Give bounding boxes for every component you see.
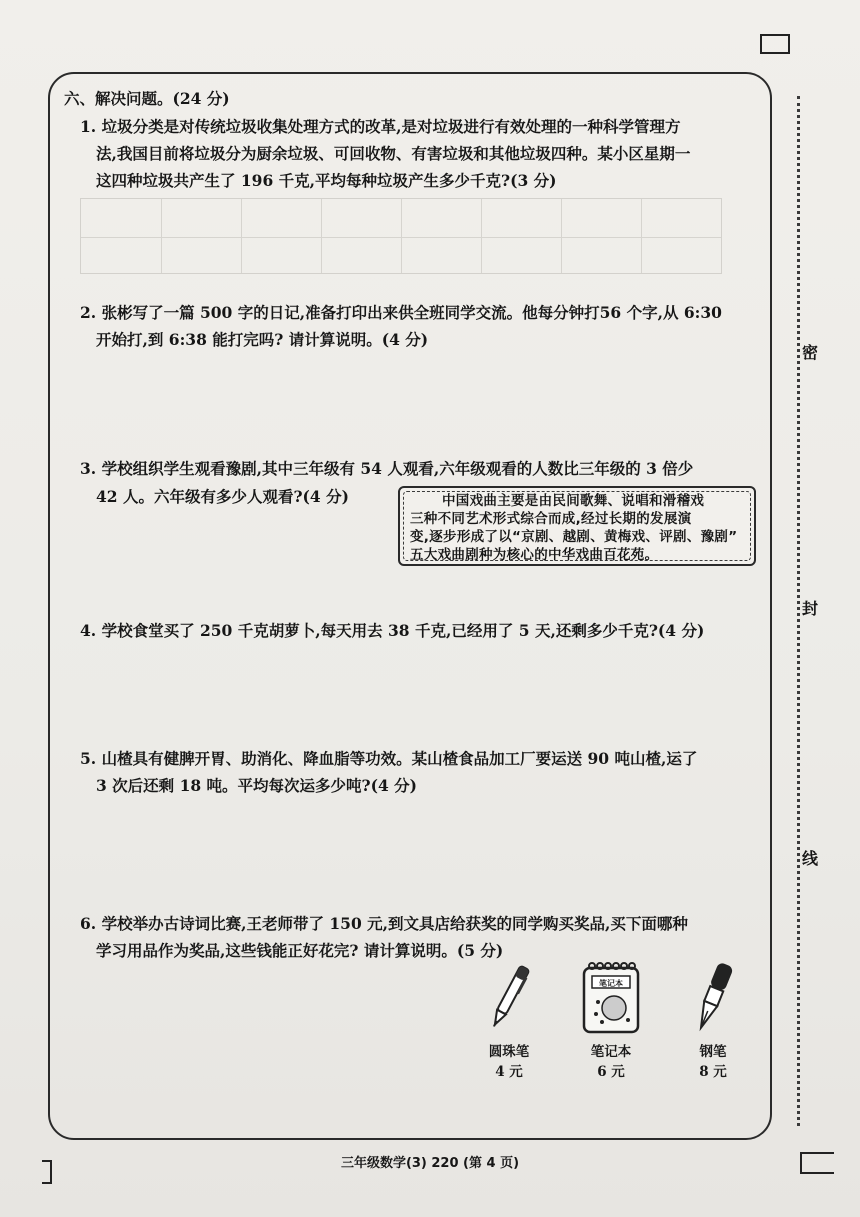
- item-name: 钢笔: [699, 1044, 727, 1060]
- q4-line-1: 4. 学校食堂买了 250 千克胡萝卜,每天用去 38 千克,已经用了 5 天,还剩多少千克?(4 分): [80, 621, 705, 640]
- binding-mark-feng: 封: [802, 599, 819, 618]
- section-title: 六、解决问题。(24 分): [64, 89, 230, 108]
- q1-line-3: 这四种垃圾共产生了 196 千克,平均每种垃圾产生多少千克?(3 分): [96, 171, 557, 190]
- ballpoint-pen-icon: [464, 962, 554, 1034]
- q5-line-2: 3 次后还剩 18 吨。平均每次运多少吨?(4 分): [96, 776, 417, 795]
- callout-line-4: 五大戏曲剧种为核心的中华戏曲百花苑。: [410, 547, 659, 563]
- q2-line-2: 开始打,到 6:38 能打完吗? 请计算说明。(4 分): [96, 330, 429, 349]
- item-price: 8 元: [699, 1064, 727, 1080]
- q2-line-1: 2. 张彬写了一篇 500 字的日记,准备打印出来供全班同学交流。他每分钟打56 个字,从 6:30: [80, 303, 722, 322]
- binding-dotted-line: [797, 96, 800, 1126]
- item-notebook: [566, 962, 656, 1080]
- q3-line-2: 42 人。六年级有多少人观看?(4 分): [96, 487, 349, 506]
- corner-box: [760, 34, 790, 54]
- q1-line-2: 法,我国目前将垃圾分为厨余垃圾、可回收物、有害垃圾和其他垃圾四种。某小区星期一: [96, 144, 691, 163]
- item-ballpoint-pen: [464, 962, 554, 1080]
- notebook-icon: [566, 962, 656, 1034]
- q6-line-1: 6. 学校举办古诗词比赛,王老师带了 150 元,到文具店给获奖的同学购买奖品,买下面哪种: [80, 914, 688, 933]
- corner-box-bottom: [800, 1152, 834, 1174]
- binding-mark-mi: 密: [802, 343, 819, 362]
- item-price: 4 元: [495, 1064, 523, 1080]
- item-price: 6 元: [597, 1064, 625, 1080]
- opera-info-box: [398, 486, 756, 566]
- q6-line-2: 学习用品作为奖品,这些钱能正好花完? 请计算说明。(5 分): [96, 941, 504, 960]
- q3-line-1: 3. 学校组织学生观看豫剧,其中三年级有 54 人观看,六年级观看的人数比三年级的 3 倍少: [80, 459, 694, 478]
- callout-line-2: 三种不同艺术形式综合而成,经过长期的发展演: [410, 511, 692, 527]
- callout-line-3: 变,逐步形成了以“京剧、越剧、黄梅戏、评剧、豫剧”: [410, 529, 738, 545]
- callout-line-1: 中国戏曲主要是由民间歌舞、说唱和滑稽戏: [442, 493, 705, 509]
- q5-line-1: 5. 山楂具有健脾开胃、助消化、降血脂等功效。某山楂食品加工厂要运送 90 吨山楂,运了: [80, 749, 698, 768]
- fountain-pen-icon: [668, 962, 758, 1034]
- item-name: 笔记本: [590, 1044, 632, 1060]
- binding-mark-xian: 线: [802, 849, 819, 868]
- page-footer: 三年级数学(3) 220 (第 4 页): [340, 1156, 520, 1171]
- item-fountain-pen: [668, 962, 758, 1080]
- item-name: 圆珠笔: [488, 1044, 530, 1060]
- notebook-cover-text: 笔记本: [599, 979, 623, 988]
- bleed-through-table: [80, 198, 722, 274]
- q1-line-1: 1. 垃圾分类是对传统垃圾收集处理方式的改革,是对垃圾进行有效处理的一种科学管理方: [80, 117, 681, 136]
